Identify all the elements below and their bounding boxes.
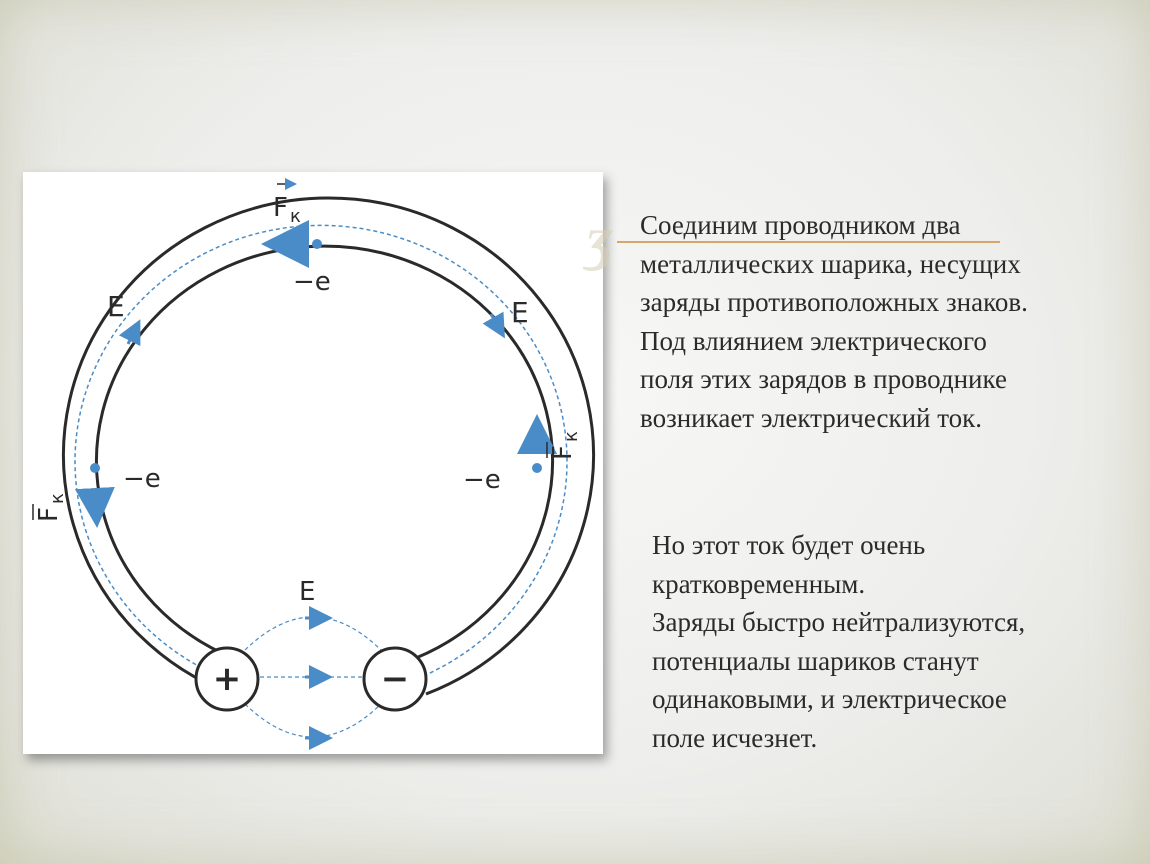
force-label-top	[273, 184, 301, 227]
plus-sign: +	[212, 659, 242, 699]
electron-top	[312, 239, 322, 249]
paragraph-conductor-current: Соединим проводником два металлических шарика, несущих заряды противоположных знаков. Под влиянием электрического поля этих зарядов в проводнике возникает электрический ток.	[640, 210, 1028, 433]
fk-left-label: F	[34, 507, 64, 522]
paragraph-neutralization: Но этот ток будет очень кратковременным. Заряды быстро нейтрализуются, потенциалы шариков станут одинаковыми, и электрическое поле исчезнет.	[652, 530, 1026, 753]
field-line-lower	[245, 704, 381, 737]
conductor-diagram-svg	[23, 172, 603, 754]
decorative-accent-icon: ʒ	[586, 205, 615, 271]
conductor-inner-wall	[96, 246, 552, 658]
field-line-upper	[245, 617, 381, 650]
electron-label-top: −e	[293, 267, 331, 297]
e-label-left: E	[107, 290, 125, 323]
fk-right-subscript: к	[561, 431, 582, 442]
electron-left	[90, 463, 100, 473]
e-label-bottom: E	[299, 577, 316, 607]
arrow-left-lower	[95, 490, 96, 508]
fk-top-subscript: к	[290, 206, 301, 227]
electron-right	[532, 463, 542, 473]
e-label-right: E	[511, 296, 529, 329]
conductor-diagram	[23, 172, 603, 754]
force-label-left	[33, 493, 68, 522]
electron-label-right: −e	[463, 465, 501, 495]
fk-top-label: F	[273, 193, 288, 223]
electron-label-left: −e	[123, 464, 161, 494]
fk-left-subscript: к	[47, 493, 68, 504]
minus-sign: −	[380, 659, 410, 699]
fk-right-label: F	[548, 445, 578, 460]
